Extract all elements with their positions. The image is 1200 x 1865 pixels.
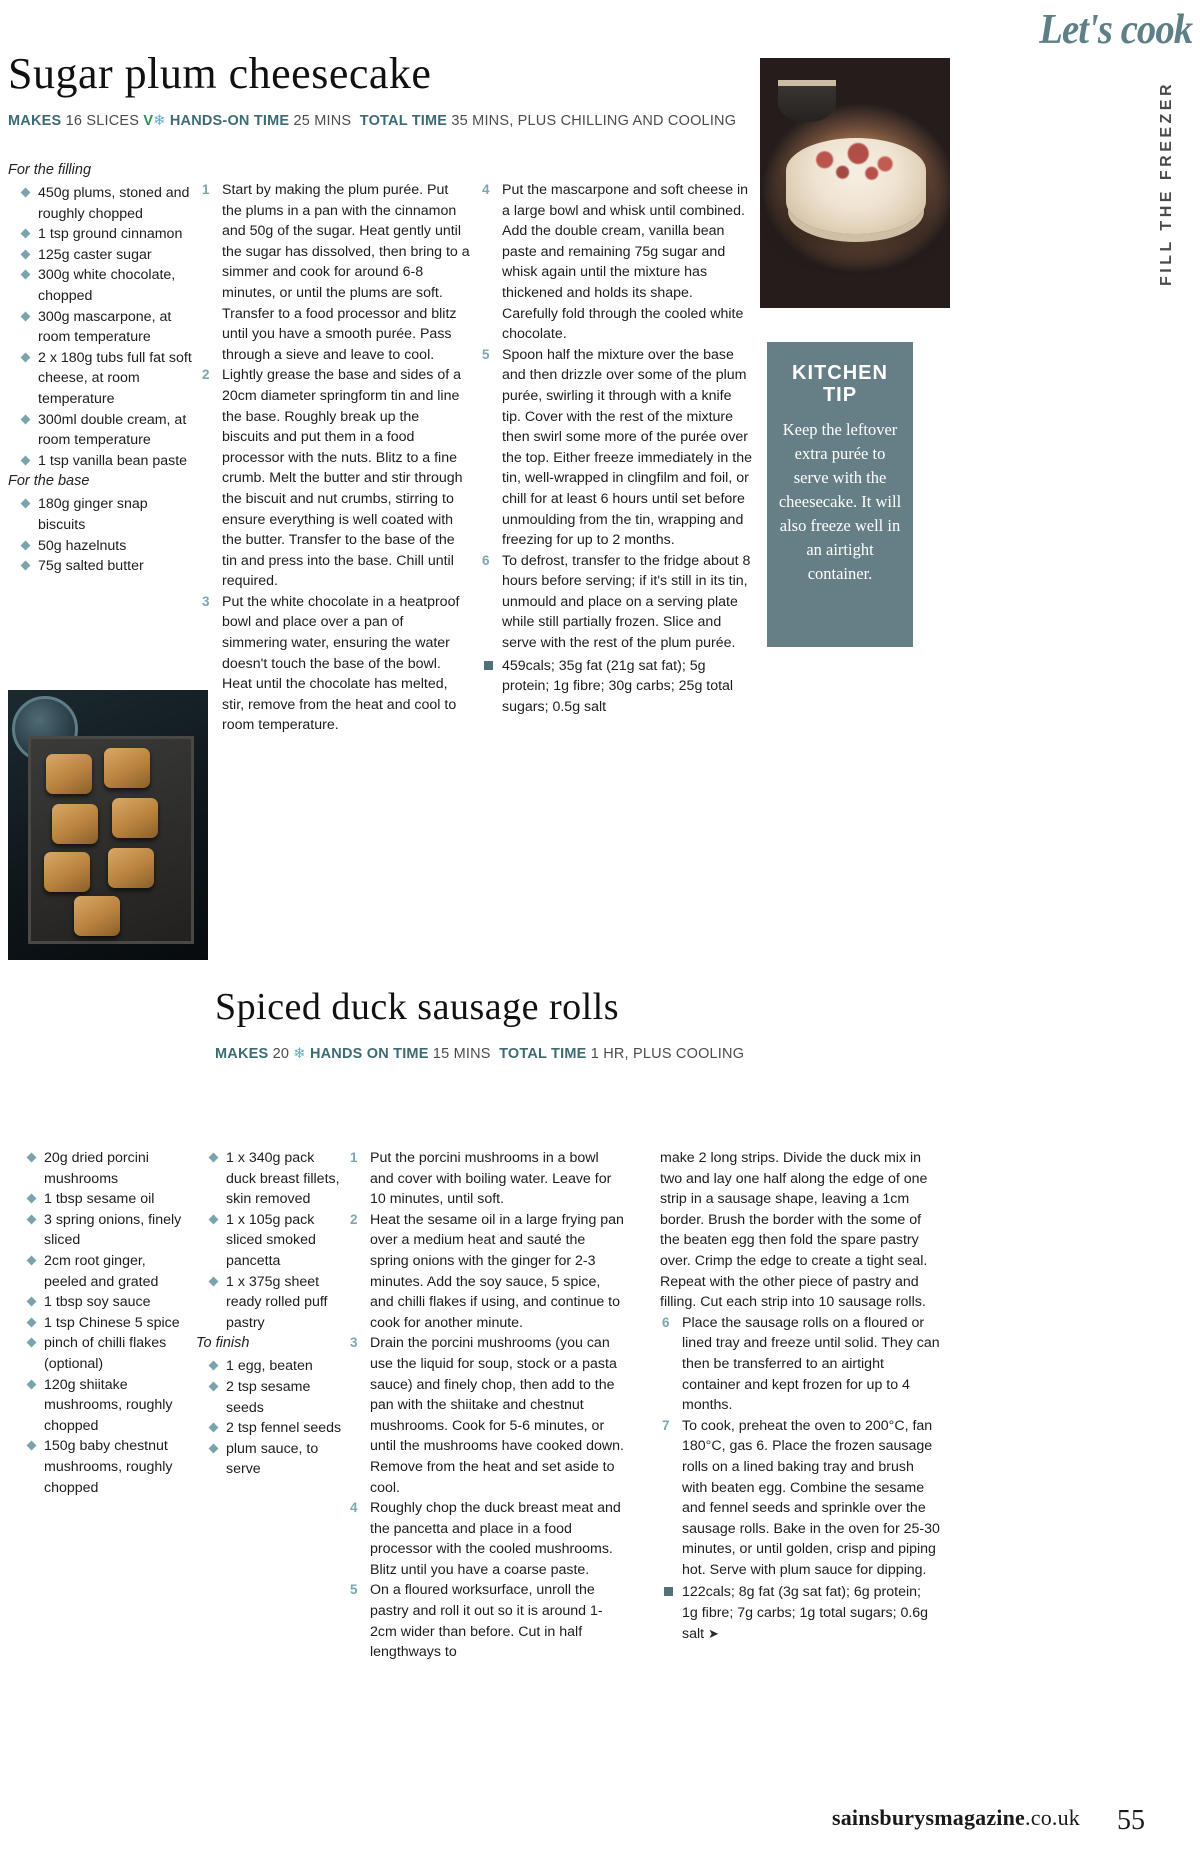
- step-item: To cook, preheat the oven to 200°C, fan 180°C, gas 6. Place the frozen sausage rolls on a lined baking tray and brush with beaten egg. Combine the sesame and fennel seeds and sprinkle over the sausage rolls. Bake in the oven for 25-30 minutes, or until golden, crisp and piping hot. Serve with plum sauce for dipping.: [682, 1417, 940, 1578]
- lets-cook-logo: Let's cook: [1039, 7, 1192, 53]
- total-time-label: TOTAL TIME: [499, 1046, 587, 1062]
- steps-list: [480, 180, 752, 654]
- steps-list: [660, 1313, 940, 1581]
- list-item: 300ml double cream, at room temperature: [26, 410, 193, 451]
- step-continuation-text: make 2 long strips. Divide the duck mix in two and lay one half along the edge of one strip in a sausage shape, leaving a 1cm border. Brush the border with the some of the beaten egg then fold the spare pastry over. Crimp the edge to create a tight seal. Repeat with the other piece of pastry and filling. Cut each strip into 10 sausage rolls.: [660, 1150, 928, 1311]
- list-item: 2cm root ginger, peeled and grated: [32, 1251, 192, 1292]
- ingredients-list-filling: [8, 183, 193, 471]
- hands-on-time-value: 15 MINS: [432, 1046, 491, 1062]
- recipe1-method-column-2: [480, 180, 752, 717]
- list-item: 120g shiitake mushrooms, roughly chopped: [32, 1375, 192, 1437]
- sausage-rolls-photo: [8, 690, 208, 960]
- footer-website-url: [832, 1805, 1080, 1831]
- list-item: 1 tsp ground cinnamon: [26, 224, 193, 245]
- nutrition-text: 122cals; 8g fat (3g sat fat); 6g protein; 1g fibre; 7g carbs; 1g total sugars; 0.6g salt: [682, 1584, 929, 1642]
- footer-url-tld: .co.uk: [1025, 1805, 1080, 1830]
- step-item: On a floured worksurface, unroll the pastry and roll it out so it is around 1-2cm wider than before. Cut in half lengthways to: [370, 1582, 603, 1661]
- sausage-roll-shape: [44, 852, 90, 892]
- list-item: 150g baby chestnut mushrooms, roughly chopped: [32, 1436, 192, 1498]
- recipe1-method-column-1: [200, 180, 470, 736]
- list-item: 1 x 105g pack sliced smoked pancetta: [214, 1210, 346, 1272]
- ingredients-list: [196, 1148, 346, 1333]
- recipe2-title: Spiced duck sausage rolls: [215, 986, 620, 1028]
- kitchen-tip-box: [767, 342, 913, 647]
- steps-list: [200, 180, 470, 736]
- sausage-roll-shape: [46, 754, 92, 794]
- list-item: 180g ginger snap biscuits: [26, 494, 193, 535]
- step-item: Roughly chop the duck breast meat and the pancetta and place in a food processor with the cooled mushrooms. Blitz until you have a coarse paste.: [370, 1500, 621, 1578]
- list-item: 450g plums, stoned and roughly chopped: [26, 183, 193, 224]
- list-item: plum sauce, to serve: [214, 1439, 346, 1480]
- step-item: Drain the porcini mushrooms (you can use the liquid for soup, stock or a pasta sauce) and finely chop, then add to the pan with the shiitake and chestnut mushrooms. Cook for 5-6 minutes, or until the mushrooms have cooked down. Remove from the heat and set aside to cool.: [370, 1335, 624, 1496]
- cheesecake-photo: [760, 58, 950, 308]
- freezer-icon: ❄: [293, 1046, 306, 1062]
- step-item: Place the sausage rolls on a floured or lined tray and freeze until solid. They can then be transferred to an airtight container and kept frozen for up to 4 months.: [682, 1314, 940, 1414]
- step-item: Lightly grease the base and sides of a 20cm diameter springform tin and line the base. Roughly break up the biscuits and put them in a food processor with the nuts. Blitz to a fine crumb. Melt the butter and stir through the biscuit and nut crumbs, stirring to ensure everything is well coated with the butter. Transfer to the base of the tin and press into the base. Chill until required.: [222, 367, 463, 590]
- vegetarian-icon: V: [143, 113, 154, 129]
- list-item: 300g white chocolate, chopped: [26, 265, 193, 306]
- ingredients-list-base: [8, 494, 193, 576]
- steps-list: [348, 1148, 624, 1663]
- kitchen-tip-heading: KITCHEN TIP: [792, 362, 888, 406]
- list-item: 125g caster sugar: [26, 245, 193, 266]
- sausage-roll-shape: [104, 748, 150, 788]
- hands-on-time-label: HANDS ON TIME: [309, 1046, 429, 1062]
- total-time-value: 1 HR, PLUS COOLING: [590, 1046, 745, 1062]
- makes-label: MAKES: [8, 113, 62, 129]
- list-item: 1 tbsp sesame oil: [32, 1189, 192, 1210]
- list-item: 20g dried porcini mushrooms: [32, 1148, 192, 1189]
- makes-value: 20: [272, 1046, 290, 1062]
- makes-label: MAKES: [215, 1046, 269, 1062]
- ingredients-heading-filling: For the filling: [8, 162, 92, 178]
- list-item: 2 tsp fennel seeds: [214, 1418, 346, 1439]
- page-number: 55: [1117, 1805, 1145, 1836]
- sausage-roll-shape: [112, 798, 158, 838]
- step-item: Start by making the plum purée. Put the plums in a pan with the cinnamon and 50g of the sugar. Heat gently until the sugar has dissolved, then bring to a simmer and cook for around 6-8 minutes, or until the plums are soft. Transfer to a food processor and blitz until you have a smooth purée. Pass through a sieve and leave to cool.: [222, 182, 470, 363]
- recipe2-nutrition: [660, 1582, 940, 1644]
- ingredients-list-to-finish: [196, 1356, 346, 1480]
- recipe2-method-column-2: [660, 1148, 940, 1644]
- list-item: pinch of chilli flakes (optional): [32, 1333, 192, 1374]
- list-item: 1 egg, beaten: [214, 1356, 346, 1377]
- list-item: 2 tsp sesame seeds: [214, 1377, 346, 1418]
- list-item: 1 tsp Chinese 5 spice: [32, 1313, 192, 1334]
- recipe2-ingredients-column-1: [14, 1148, 192, 1498]
- list-item: 50g hazelnuts: [26, 536, 193, 557]
- list-item: 1 x 340g pack duck breast fillets, skin removed: [214, 1148, 346, 1210]
- list-item: 1 x 375g sheet ready rolled puff pastry: [214, 1272, 346, 1334]
- step-item: Put the porcini mushrooms in a bowl and cover with boiling water. Leave for 10 minutes, until soft.: [370, 1150, 612, 1208]
- step-item: Heat the sesame oil in a large frying pan over a medium heat and sauté the spring onions with the ginger for 2-3 minutes. Add the soy sauce, 5 spice, and chilli flakes if using, and continue to cook for another minute.: [370, 1211, 624, 1331]
- section-tab-fill-the-freezer: FILL THE FREEZER: [1158, 80, 1175, 286]
- plum-swirl-shape: [800, 140, 912, 192]
- recipe2-method-column-1: [348, 1148, 624, 1663]
- step-item: Put the mascarpone and soft cheese in a large bowl and whisk until combined. Add the double cream, vanilla bean paste and remaining 75g sugar and whisk again until the mixture has thickened and holds its shape. Carefully fold through the cooled white chocolate.: [502, 182, 749, 343]
- ingredients-list: [14, 1148, 192, 1498]
- total-time-label: TOTAL TIME: [359, 113, 448, 129]
- freezer-icon: ❄: [153, 113, 166, 129]
- recipe2-ingredients-column-2: [196, 1148, 346, 1480]
- step-item: To defrost, transfer to the fridge about 8 hours before serving; if it's still in its tin, unmould and place on a serving plate while still partially frozen. Slice and serve with the rest of the plum purée.: [502, 552, 751, 652]
- recipe1-ingredients-column: [8, 160, 193, 577]
- makes-value: 16 SLICES: [65, 113, 140, 129]
- list-item: 3 spring onions, finely sliced: [32, 1210, 192, 1251]
- list-item: 1 tbsp soy sauce: [32, 1292, 192, 1313]
- recipe1-title: Sugar plum cheesecake: [8, 49, 432, 98]
- ingredients-heading-to-finish: To finish: [196, 1335, 250, 1352]
- hands-on-time-label: HANDS-ON TIME: [169, 113, 290, 129]
- sausage-roll-shape: [108, 848, 154, 888]
- recipe2-meta: [215, 1046, 744, 1062]
- kitchen-tip-body: Keep the leftover extra purée to serve with the cheesecake. It will also freeze well in an airtight container.: [778, 420, 902, 583]
- step-item: Put the white chocolate in a heatproof bowl and place over a pan of simmering water, ensuring the water doesn't touch the base of the bowl. Heat until the chocolate has melted, stir, remove from the heat and cool to room temperature.: [222, 593, 460, 734]
- recipe1-meta: [8, 113, 736, 129]
- list-item: 2 x 180g tubs full fat soft cheese, at room temperature: [26, 348, 193, 410]
- ingredients-heading-base: For the base: [8, 473, 90, 490]
- sausage-roll-shape: [52, 804, 98, 844]
- footer-url-brand: sainsburysmagazine: [831, 1805, 1026, 1830]
- continued-arrow-icon: ➤: [708, 1625, 719, 1641]
- list-item: 300g mascarpone, at room temperature: [26, 307, 193, 348]
- hands-on-time-value: 25 MINS: [293, 113, 352, 129]
- sausage-roll-shape: [74, 896, 120, 936]
- step-item: Spoon half the mixture over the base and then drizzle over some of the plum purée, swirling it through with a knife tip. Cover with the rest of the mixture then swirl some more of the purée over the top. Either freeze immediately in the tin, well-wrapped in clingfilm and foil, or chill for at least 6 hours until set before unmoulding from the tin, wrapping and freezing for up to 2 months.: [502, 346, 752, 549]
- list-item: 75g salted butter: [26, 556, 193, 577]
- coffee-cup-shape: [778, 80, 836, 122]
- total-time-value: 35 MINS, PLUS CHILLING AND COOLING: [451, 113, 737, 129]
- list-item: 1 tsp vanilla bean paste: [26, 451, 193, 472]
- recipe1-nutrition: 459cals; 35g fat (21g sat fat); 5g protein; 1g fibre; 30g carbs; 25g total sugars; 0.5g salt: [480, 656, 752, 718]
